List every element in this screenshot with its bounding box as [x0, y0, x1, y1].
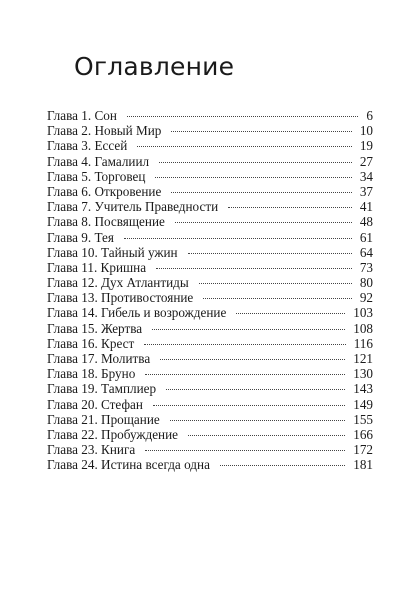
- toc-entry-page-number: 61: [359, 229, 373, 245]
- toc-entry[interactable]: [47, 260, 373, 275]
- toc-entry-title: Глава 1. Сон: [47, 108, 117, 123]
- dot-leader: [159, 162, 352, 163]
- toc-entry-title: Глава 14. Гибель и возрождение: [47, 305, 227, 321]
- dot-leader: [145, 450, 345, 451]
- toc-entry[interactable]: [47, 108, 373, 123]
- dot-leader: [203, 298, 352, 299]
- toc-entry[interactable]: [47, 351, 373, 366]
- toc-entry-title: Глава 18. Бруно: [47, 366, 136, 382]
- toc-entry-title: Глава 23. Книга: [47, 442, 136, 458]
- toc-entry-title: Глава 11. Кришна: [47, 259, 147, 275]
- dot-leader: [152, 329, 345, 330]
- toc-entry[interactable]: [47, 457, 373, 472]
- dot-leader: [166, 389, 345, 390]
- dot-leader: [171, 131, 351, 132]
- toc-entry[interactable]: [47, 138, 373, 153]
- toc-entry-page-number: 103: [353, 305, 373, 321]
- toc-entry-title: Глава 19. Тамплиер: [47, 381, 157, 397]
- toc-entry-page-number: 48: [359, 214, 373, 230]
- toc-entry-title: Глава 22. Пробуждение: [47, 426, 179, 442]
- dot-leader: [236, 313, 345, 314]
- toc-entry[interactable]: [47, 199, 373, 214]
- dot-leader: [228, 207, 352, 208]
- toc-entry-page-number: 143: [353, 381, 373, 397]
- dot-leader: [144, 344, 345, 345]
- toc-entry[interactable]: [47, 184, 373, 199]
- toc-entry-title: Глава 8. Посвящение: [47, 214, 165, 230]
- toc-entry[interactable]: [47, 336, 373, 351]
- dot-leader: [220, 465, 345, 466]
- toc-entry-title: Глава 15. Жертва: [47, 320, 143, 336]
- toc-entry-page-number: 116: [353, 335, 373, 351]
- dot-leader: [124, 238, 352, 239]
- page-title: Оглавление: [74, 52, 235, 81]
- toc-entry[interactable]: [47, 412, 373, 427]
- toc-entry-title: Глава 9. Тея: [47, 229, 114, 245]
- toc-entry-title: Глава 24. Истина всегда одна: [47, 457, 210, 473]
- toc-entry-page-number: 64: [359, 244, 373, 260]
- toc-entry-page-number: 108: [353, 320, 373, 336]
- toc-entry-title: Глава 16. Крест: [47, 335, 135, 351]
- toc-entry-title: Глава 6. Откровение: [47, 183, 162, 199]
- dot-leader: [153, 405, 345, 406]
- toc-entry[interactable]: [47, 442, 373, 457]
- toc-entry-title: Глава 7. Учитель Праведности: [47, 199, 219, 215]
- toc-entry-page-number: 6: [366, 108, 373, 123]
- dot-leader: [170, 420, 345, 421]
- toc-entry[interactable]: [47, 397, 373, 412]
- toc-entry-title: Глава 13. Противостояние: [47, 290, 194, 306]
- toc-entry[interactable]: [47, 381, 373, 396]
- dot-leader: [171, 192, 352, 193]
- dot-leader: [188, 435, 345, 436]
- toc-entry-page-number: 34: [359, 168, 373, 184]
- toc-entry-page-number: 41: [359, 199, 373, 215]
- toc-entry-title: Глава 2. Новый Мир: [47, 123, 162, 139]
- toc-entry[interactable]: [47, 321, 373, 336]
- toc-entry-page-number: 27: [359, 153, 373, 169]
- dot-leader: [137, 146, 352, 147]
- dot-leader: [175, 222, 352, 223]
- toc-entry[interactable]: [47, 245, 373, 260]
- toc-entry[interactable]: [47, 366, 373, 381]
- toc-entry-page-number: 92: [359, 290, 373, 306]
- toc-entry-page-number: 172: [353, 442, 373, 458]
- toc-entry-title: Глава 3. Ессей: [47, 138, 128, 154]
- dot-leader: [145, 374, 345, 375]
- toc-entry-title: Глава 10. Тайный ужин: [47, 244, 178, 260]
- dot-leader: [127, 116, 359, 117]
- toc-entry-title: Глава 20. Стефан: [47, 396, 143, 412]
- toc-entry-page-number: 37: [359, 183, 373, 199]
- toc-entry-title: Глава 5. Торговец: [47, 168, 146, 184]
- dot-leader: [156, 268, 352, 269]
- toc-entry-page-number: 121: [353, 351, 373, 366]
- dot-leader: [155, 177, 351, 178]
- toc-entry-page-number: 149: [353, 396, 373, 412]
- toc-entry-title: Глава 17. Молитва: [47, 351, 151, 366]
- dot-leader: [160, 359, 345, 360]
- toc-entry-title: Глава 4. Гамалиил: [47, 153, 150, 169]
- toc-entry[interactable]: [47, 154, 373, 169]
- dot-leader: [188, 253, 352, 254]
- toc-entry[interactable]: [47, 275, 373, 290]
- toc-entry[interactable]: [47, 290, 373, 305]
- toc-entry[interactable]: [47, 123, 373, 138]
- toc-entry-page-number: 19: [359, 138, 373, 154]
- toc-entry-page-number: 155: [353, 411, 373, 427]
- toc-entry-page-number: 166: [353, 426, 373, 442]
- toc-entry-page-number: 130: [353, 366, 373, 382]
- toc-entry-page-number: 10: [359, 123, 373, 139]
- toc-entry[interactable]: [47, 214, 373, 229]
- toc-entry-title: Глава 21. Прощание: [47, 411, 160, 427]
- toc-entry[interactable]: [47, 305, 373, 320]
- toc-entry-page-number: 181: [353, 457, 373, 473]
- toc-entry[interactable]: [47, 230, 373, 245]
- toc-entry-page-number: 73: [359, 259, 373, 275]
- dot-leader: [199, 283, 352, 284]
- toc-entry-page-number: 80: [359, 275, 373, 291]
- toc-entry-title: Глава 12. Дух Атлантиды: [47, 275, 189, 291]
- toc-entry[interactable]: [47, 169, 373, 184]
- toc-entry[interactable]: [47, 427, 373, 442]
- table-of-contents: [47, 108, 373, 473]
